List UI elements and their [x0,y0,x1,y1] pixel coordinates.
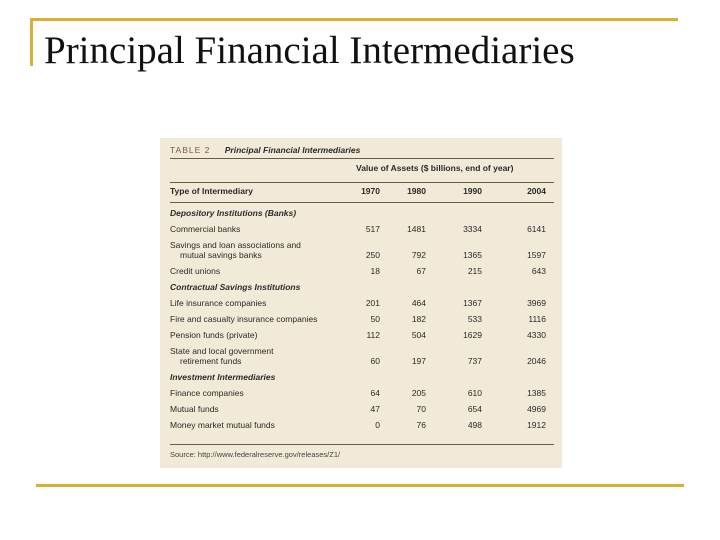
row-label-line: Commercial banks [170,224,241,234]
table-cell: 504 [411,330,426,340]
left-accent-rule [30,18,33,66]
column-header: 2004 [527,186,546,196]
table-cell: 3334 [463,224,482,234]
row-label-line: Credit unions [170,266,221,276]
table-cell: 1629 [463,330,482,340]
row-label-line: Life insurance companies [170,298,267,308]
table-section-row [170,282,554,292]
table-cell: 67 [416,266,426,276]
column-header: 1980 [407,186,426,196]
table-cell: 1367 [463,298,482,308]
table-cell: 4969 [527,404,546,414]
row-label [170,404,219,414]
table-cell: 250 [365,250,380,260]
row-label [170,224,240,234]
row-label-line: mutual savings banks [180,250,262,260]
column-header: Type of Intermediary [170,186,253,196]
table-rule [170,444,554,445]
table-cell: 1481 [407,224,426,234]
section-label [170,208,296,218]
table-cell: 1116 [528,314,546,324]
table-row [170,346,554,366]
row-label [170,388,244,398]
row-label [170,346,273,366]
table-cell: 1385 [527,388,546,398]
row-label [170,420,275,430]
row-label [170,314,317,324]
row-label-line: Money market mutual funds [170,420,275,430]
value-header: Value of Assets ($ billions, end of year) [356,163,514,173]
table-row [170,330,554,340]
table-row [170,420,554,430]
table-section-row [170,372,554,382]
table-cell: 533 [467,314,482,324]
table-cell: 464 [411,298,426,308]
table-cell: 64 [370,388,380,398]
top-accent-rule [30,18,678,21]
table-cell: 6141 [527,224,546,234]
table-caption [170,145,360,155]
table-cell: 18 [370,266,380,276]
table-cell: 201 [365,298,380,308]
table-label: TABLE 2 [170,145,211,155]
row-label-line: Mutual funds [170,404,219,414]
table-row [170,388,554,398]
table-cell: 0 [375,420,380,430]
row-label [170,240,301,260]
bottom-accent-rule [36,484,684,487]
table-section-row [170,208,554,218]
table-cell: 4330 [527,330,546,340]
table-cell: 498 [467,420,482,430]
table-row [170,298,554,308]
row-label [170,330,257,340]
section-label [170,282,300,292]
table-image [160,138,562,468]
table-cell: 76 [416,420,426,430]
column-header: 1990 [463,186,482,196]
table-cell: 1365 [463,250,482,260]
row-label-line: Pension funds (private) [170,330,258,340]
table-cell: 654 [467,404,482,414]
row-label-line: State and local government [170,346,274,356]
table-cell: 215 [467,266,482,276]
slide-title: Principal Financial Intermediaries [44,29,575,72]
table-cell: 737 [467,356,482,366]
row-label-line: Savings and loan associations and [170,240,301,250]
table-row [170,314,554,324]
table-cell: 610 [467,388,482,398]
table-cell: 60 [370,356,380,366]
table-row [170,404,554,414]
table-cell: 643 [531,266,546,276]
column-header-row [170,186,554,200]
table-rule [170,182,554,183]
row-label-line: Finance companies [170,388,244,398]
row-label-line: Fire and casualty insurance companies [170,314,318,324]
table-cell: 205 [411,388,426,398]
table-cell: 182 [411,314,426,324]
row-label-line: Contractual Savings Institutions [170,282,301,292]
table-cell: 47 [370,404,380,414]
table-source: Source: http://www.federalreserve.gov/releases/Z1/ [170,450,341,459]
table-cell: 70 [416,404,426,414]
table-row [170,224,554,234]
table-cell: 1597 [527,250,546,260]
table-cell: 2046 [527,356,546,366]
table-cell: 1912 [527,420,546,430]
table-cell: 197 [411,356,426,366]
row-label [170,266,220,276]
table-cell: 517 [365,224,380,234]
row-label [170,298,266,308]
row-label-line: Investment Intermediaries [170,372,276,382]
table-cell: 3969 [527,298,546,308]
section-label [170,372,275,382]
table-row [170,266,554,276]
table-cell: 112 [366,330,380,340]
table-cell: 50 [370,314,380,324]
table-cell: 792 [411,250,426,260]
table-row [170,240,554,260]
table-rule [170,158,554,159]
row-label-line: retirement funds [180,356,242,366]
table-name: Principal Financial Intermediaries [224,145,361,155]
row-label-line: Depository Institutions (Banks) [170,208,297,218]
column-header: 1970 [361,186,380,196]
table-rule [170,202,554,203]
